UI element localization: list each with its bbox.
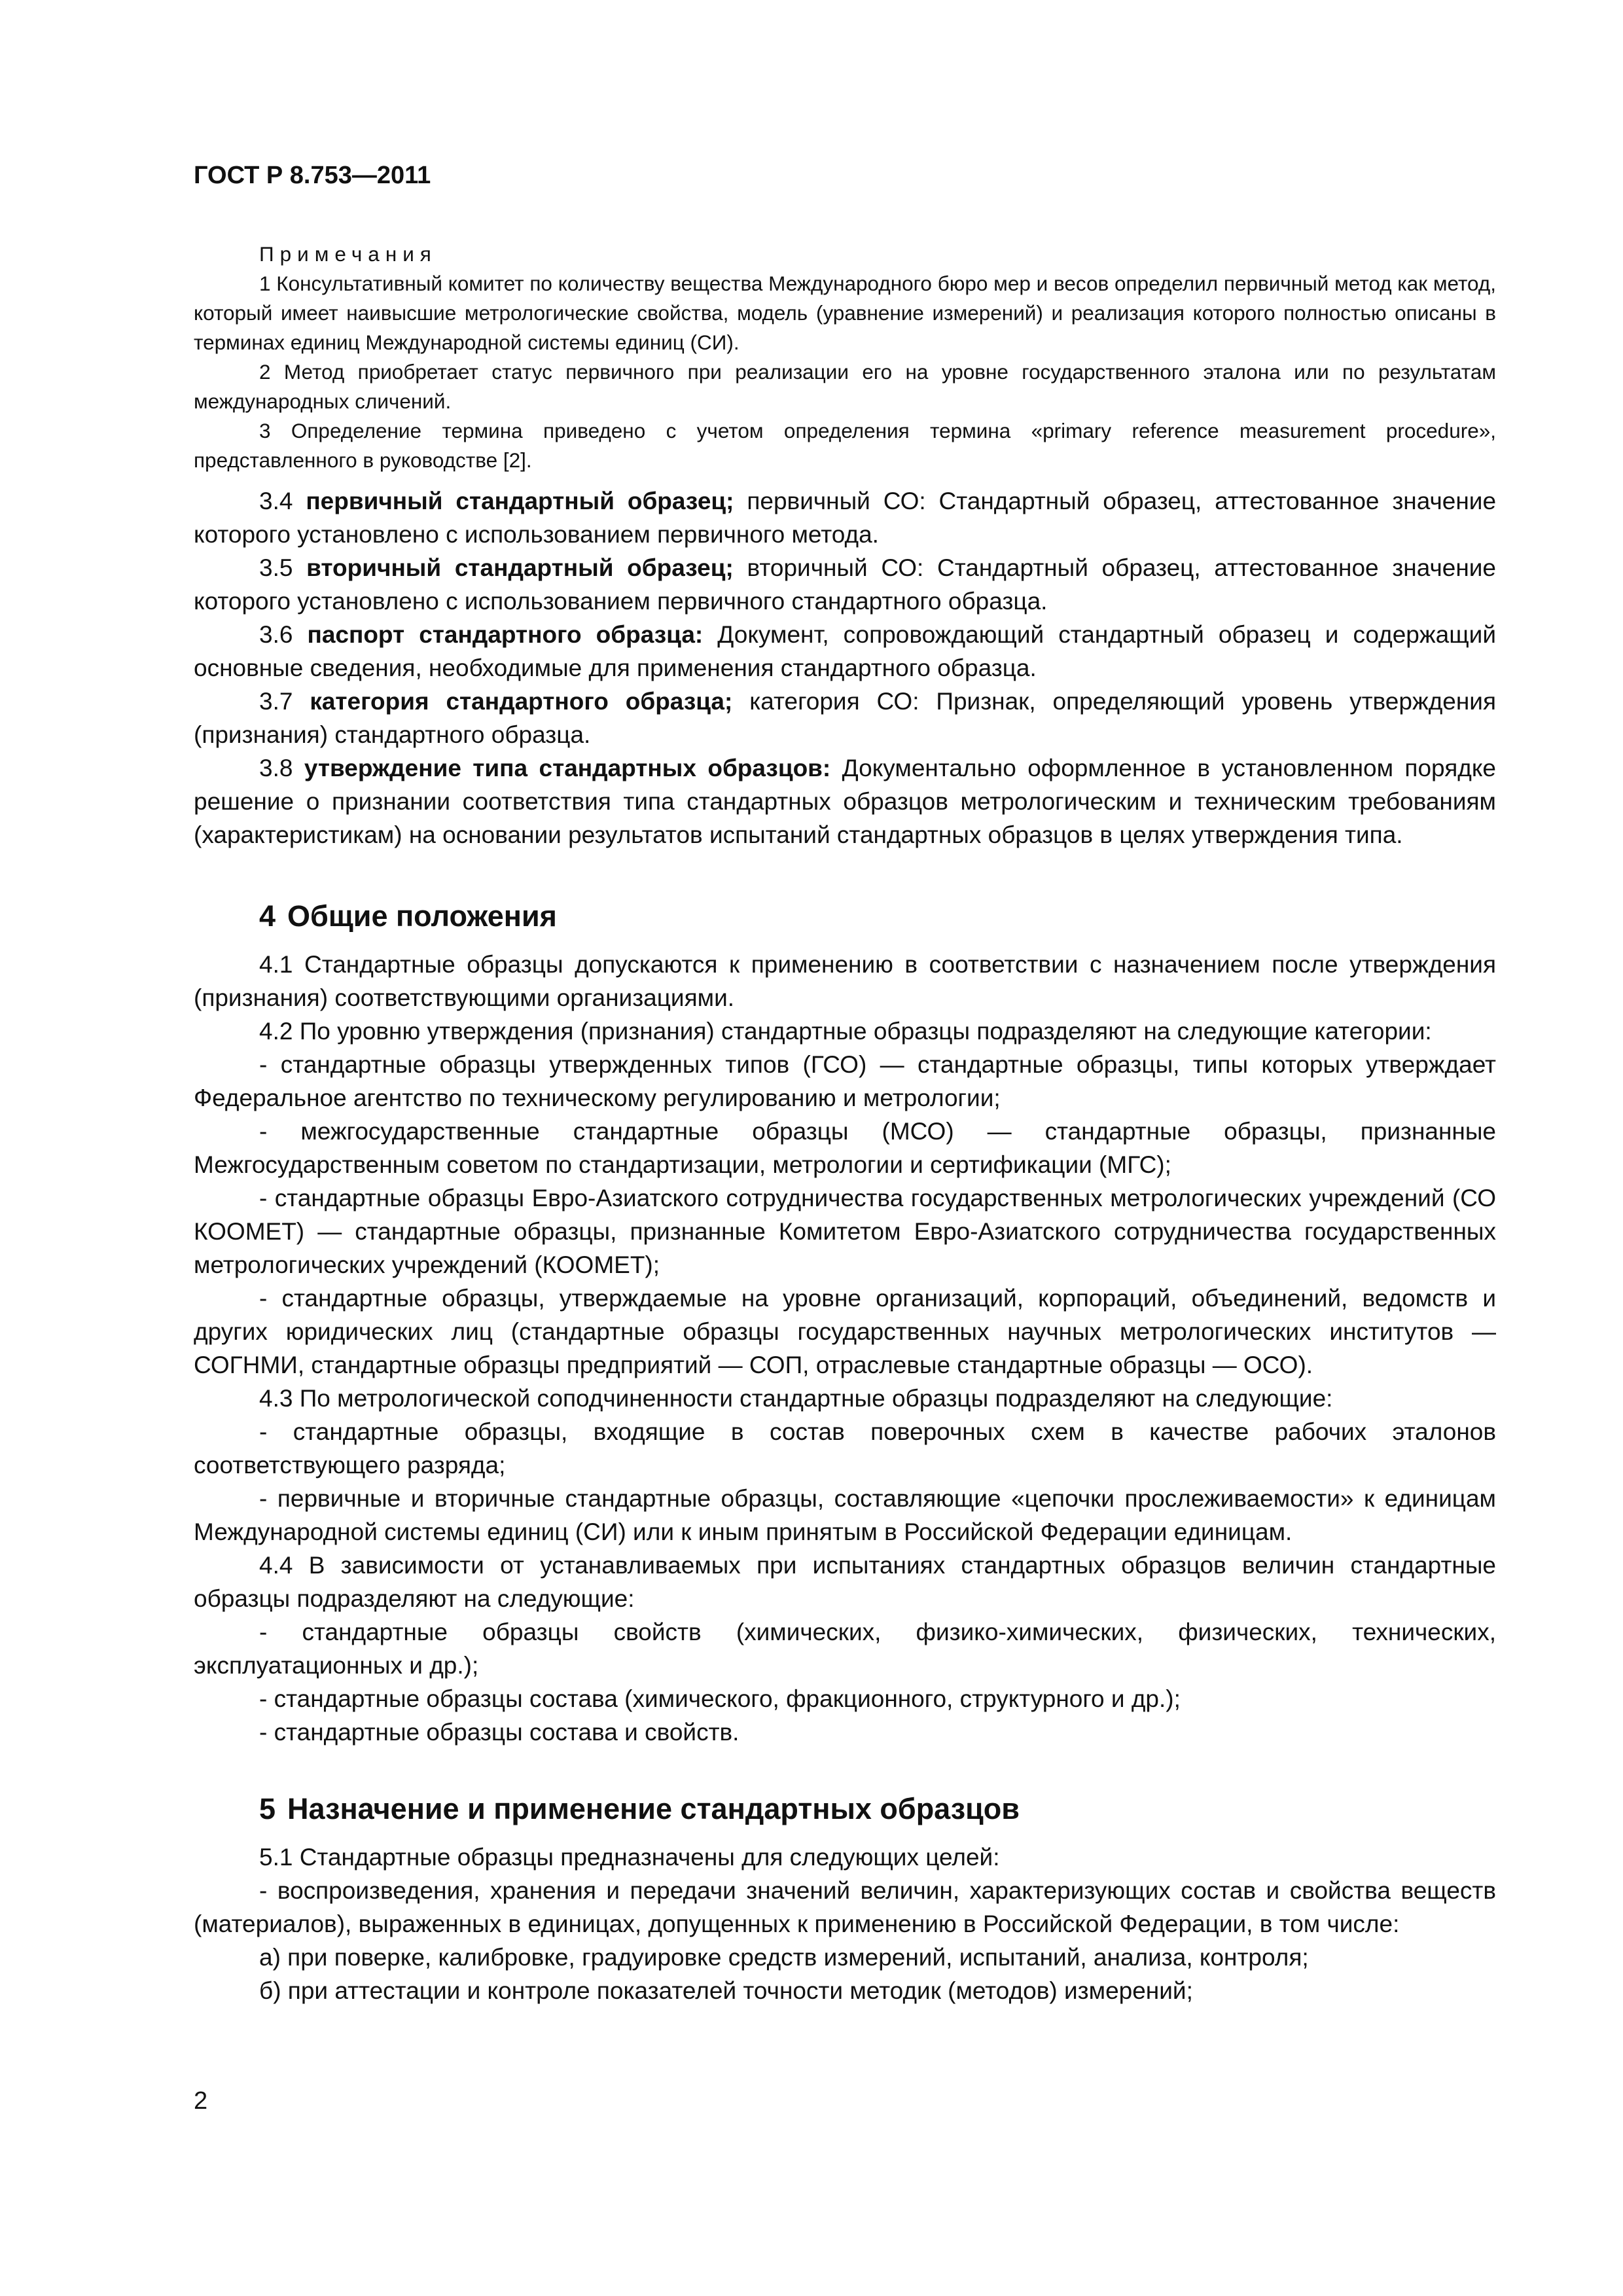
notes-block	[194, 240, 1496, 475]
section-5-title	[194, 1789, 1496, 1829]
definition-3-4	[194, 484, 1496, 551]
notes-title: Примечания	[259, 242, 437, 266]
section-title-text: Назначение и применение стандартных образцов	[287, 1792, 1020, 1825]
list-item: б) при аттестации и контроле показателей точности методик (методов) измерений;	[259, 1977, 1193, 2004]
definition-term: паспорт стандартного образца:	[307, 621, 704, 648]
definition-number: 3.5	[259, 554, 293, 581]
list-item: - стандартные образцы состава и свойств.	[259, 1719, 740, 1746]
note-item-1: 1 Консультативный комитет по количеству вещества Международного бюро мер и весов определил первичный метод как метод, который имеет наивысшие метрологические свойства, модель (уравнение измерений) и реализация которого полностью описаны в терминах единиц Международной системы единиц (СИ).	[194, 272, 1496, 354]
list-item: - стандартные образцы состава (химического, фракционного, структурного и др.);	[259, 1685, 1181, 1712]
section-4-title	[194, 897, 1496, 936]
paragraph-4-1: 4.1 Стандартные образцы допускаются к применению в соответствии с назначением после утверждения (признания) соответствующими организациями.	[194, 951, 1496, 1011]
list-item: - первичные и вторичные стандартные образцы, составляющие «цепочки прослеживаемости» к единицам Международной системы единиц (СИ) или к иным принятым в Российской Федерации единицам.	[194, 1485, 1496, 1545]
definition-3-8	[194, 751, 1496, 852]
section-number: 5	[259, 1792, 276, 1825]
list-item: - стандартные образцы свойств (химических, физико-химических, физических, технических, эксплуатационных и др.);	[194, 1619, 1496, 1679]
list-item: - стандартные образцы, входящие в состав поверочных схем в качестве рабочих эталонов соответствующего разряда;	[194, 1418, 1496, 1479]
definition-number: 3.4	[259, 488, 293, 514]
page-number: 2	[194, 2087, 208, 2115]
definition-text: категория СО: Признак, определяющий уровень утверждения (признания) стандартного образца.	[194, 688, 1497, 748]
definition-text: вторичный СО: Стандартный образец, аттестованное значение которого установлено с использованием первичного стандартного образца.	[194, 554, 1497, 615]
definition-3-6	[194, 618, 1496, 685]
list-item: - стандартные образцы утвержденных типов (ГСО) — стандартные образцы, типы которых утверждает Федеральное агентство по техническому регулированию и метрологии;	[194, 1051, 1496, 1111]
list-item: - межгосударственные стандартные образцы (МСО) — стандартные образцы, признанные Межгосударственным советом по стандартизации, метрологии и сертификации (МГС);	[194, 1118, 1496, 1178]
list-item: а) при поверке, калибровке, градуировке средств измерений, испытаний, анализа, контроля;	[259, 1944, 1309, 1971]
paragraph-4-2: 4.2 По уровню утверждения (признания) стандартные образцы подразделяют на следующие категории:	[259, 1018, 1432, 1045]
section-4	[194, 897, 1496, 1749]
definition-text: Документально оформленное в установленном порядке решение о признании соответствия типа стандартных образцов метрологическим и техническим требованиям (характеристикам) на основании результатов испытаний стандартных образцов в целях утверждения типа.	[194, 755, 1497, 848]
list-item: - воспроизведения, хранения и передачи значений величин, характеризующих состав и свойства веществ (материалов), выраженных в единицах, допущенных к применению в Российской Федерации, в том числе:	[194, 1877, 1496, 1937]
section-5	[194, 1789, 1496, 2007]
paragraph-4-3: 4.3 По метрологической соподчиненности стандартные образцы подразделяют на следующие:	[259, 1385, 1333, 1412]
definition-number: 3.6	[259, 621, 293, 648]
paragraph-4-4: 4.4 В зависимости от устанавливаемых при испытаниях стандартных образцов величин стандартные образцы подразделяют на следующие:	[194, 1552, 1496, 1612]
list-item: - стандартные образцы Евро-Азиатского сотрудничества государственных метрологических учреждений (СО КООМЕТ) — стандартные образцы, признанные Комитетом Евро-Азиатского сотрудничества государственных метрологических учреждений (КООМЕТ);	[194, 1185, 1496, 1278]
definition-text: Документ, сопровождающий стандартный образец и содержащий основные сведения, необходимые для применения стандартного образца.	[194, 621, 1496, 681]
definition-3-7	[194, 685, 1496, 751]
paragraph-5-1: 5.1 Стандартные образцы предназначены для следующих целей:	[259, 1844, 1000, 1871]
definition-term: утверждение типа стандартных образцов:	[304, 755, 831, 781]
section-title-text: Общие положения	[287, 899, 557, 933]
note-item-3: 3 Определение термина приведено с учетом определения термина «primary reference measurement procedure», представленного в руководстве [2].	[194, 419, 1496, 472]
definition-term: категория стандартного образца;	[310, 688, 733, 715]
note-item-2: 2 Метод приобретает статус первичного при реализации его на уровне государственного эталона или по результатам международных сличений.	[194, 360, 1496, 413]
document-code-header: ГОСТ Р 8.753—2011	[194, 162, 431, 189]
definition-term: вторичный стандартный образец;	[306, 554, 734, 581]
definition-3-5	[194, 551, 1496, 618]
list-item: - стандартные образцы, утверждаемые на уровне организаций, корпораций, объединений, ведомств и других юридических лиц (стандартные образцы государственных научных метрологических институтов — СОГНМИ, стандартные образцы предприятий — СОП, отраслевые стандартные образцы — ОСО).	[194, 1285, 1496, 1378]
definition-text: первичный СО: Стандартный образец, аттестованное значение которого установлено с использованием первичного метода.	[194, 488, 1497, 548]
definition-number: 3.7	[259, 688, 293, 715]
section-number: 4	[259, 899, 276, 933]
definition-term: первичный стандартный образец;	[306, 488, 734, 514]
definitions-block	[194, 484, 1496, 852]
definition-number: 3.8	[259, 755, 293, 781]
